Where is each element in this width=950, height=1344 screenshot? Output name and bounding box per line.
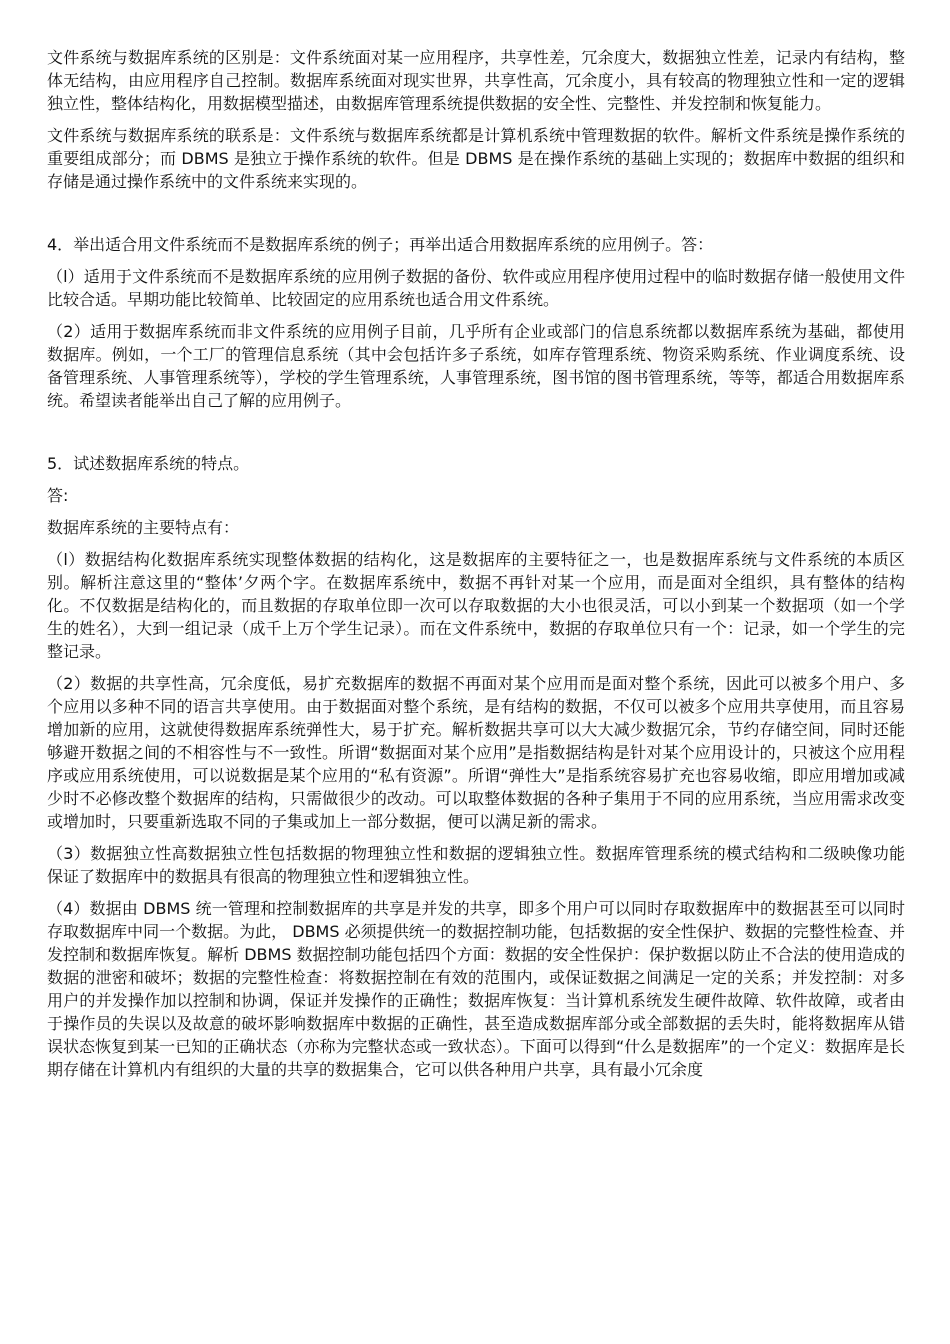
paragraph-fs-db-relation: 文件系统与数据库系统的联系是：文件系统与数据库系统都是计算机系统中管理数据的软件。解析文件系统是操作系统的重要组成部分；而 DBMS 是独立于操作系统的软件。但是 DBMS 是在操作系统的基础上实现的；数据库中数据的组织和存储是通过操作系统中的文件系统来实现的。	[47, 126, 905, 191]
answer-5-point-4: （4）数据由 DBMS 统一管理和控制数据库的共享是并发的共享，即多个用户可以同时存取数据库中的数据甚至可以同时存取数据库中同一个数据。为此， DBMS 必须提供统一的数据控制功能，包括数据的安全性保护、数据的完整性检查、并发控制和数据库恢复。解析 DBMS 数据控制功能包括四个方面：数据的安全性保护：保护数据以防止不合法的使用造成的数据的泄密和破坏；数据的完整性检查：将数据控制在有效的范围内，或保证数据之间满足一定的关系；并发控制：对多用户的并发操作加以控制和协调，保证并发操作的正确性；数据库恢复：当计算机系统发生硬件故障、软件故障，或者由于操作员的失误以及故意的破坏影响数据库中数据的正确性，甚至造成数据库部分或全部数据的丢失时，能将数据库从错误状态恢复到某一已知的正确状态（亦称为完整状态或一致状态）。下面可以得到“什么是数据库”的一个定义：数据库是长期存储在计算机内有组织的大量的共享的数据集合，它可以供各种用户共享，具有最小冗余度	[47, 899, 905, 1079]
answer-4-part-1: （l）适用于文件系统而不是数据库系统的应用例子数据的备份、软件或应用程序使用过程中的临时数据存储一般使用文件比较合适。早期功能比较简单、比较固定的应用系统也适合用文件系统。	[47, 267, 905, 309]
answer-4-part-2: （2）适用于数据库系统而非文件系统的应用例子目前，几乎所有企业或部门的信息系统都以数据库系统为基础，都使用数据库。例如，一个工厂的管理信息系统（其中会包括许多子系统，如库存管理系统、物资采购系统、作业调度系统、设备管理系统、人事管理系统等），学校的学生管理系统，人事管理系统，图书馆的图书管理系统，等等，都适合用数据库系统。希望读者能举出自己了解的应用例子。	[47, 322, 905, 410]
question-5: 5．试述数据库系统的特点。	[47, 454, 250, 473]
answer-5-intro: 数据库系统的主要特点有：	[47, 518, 240, 537]
answer-5-point-1: （l）数据结构化数据库系统实现整体数据的结构化，这是数据库的主要特征之一，也是数据库系统与文件系统的本质区别。解析注意这里的“整体’夕两个字。在数据库系统中，数据不再针对某一个应用，而是面对全组织，具有整体的结构化。不仅数据是结构化的，而且数据的存取单位即一次可以存取数据的大小也很灵活，可以小到某一个数据项（如一个学生的姓名），大到一组记录（成千上万个学生记录）。而在文件系统中，数据的存取单位只有一个：记录，如一个学生的完整记录。	[47, 550, 905, 661]
paragraph-fs-db-difference: 文件系统与数据库系统的区别是：文件系统面对某一应用程序，共享性差，冗余度大，数据独立性差，记录内有结构，整体无结构，由应用程序自己控制。数据库系统面对现实世界，共享性高，冗余度小，具有较高的物理独立性和一定的逻辑独立性，整体结构化，用数据模型描述，由数据库管理系统提供数据的安全性、完整性、并发控制和恢复能力。	[47, 48, 905, 113]
document-body	[47, 46, 905, 1090]
question-4: 4．举出适合用文件系统而不是数据库系统的例子；再举出适合用数据库系统的应用例子。答：	[47, 235, 714, 254]
answer-label: 答:	[47, 486, 69, 505]
answer-5-point-3: （3）数据独立性高数据独立性包括数据的物理独立性和数据的逻辑独立性。数据库管理系统的模式结构和二级映像功能保证了数据库中的数据具有很高的物理独立性和逻辑独立性。	[47, 844, 905, 886]
answer-5-point-2: （2）数据的共享性高，冗余度低，易扩充数据库的数据不再面对某个应用而是面对整个系统，因此可以被多个用户、多个应用以多种不同的语言共享使用。由于数据面对整个系统，是有结构的数据，不仅可以被多个应用共享使用，而且容易增加新的应用，这就使得数据库系统弹性大，易于扩充。解析数据共享可以大大减少数据冗余，节约存储空间，同时还能够避开数据之间的不相容性与不一致性。所谓“数据面对某个应用”是指数据结构是针对某个应用设计的，只被这个应用程序或应用系统使用，可以说数据是某个应用的“私有资源”。所谓“弹性大”是指系统容易扩充也容易收缩，即应用增加或减少时不必修改整个数据库的结构，只需做很少的改动。可以取整体数据的各种子集用于不同的应用系统，当应用需求改变或增加时，只要重新选取不同的子集或加上一部分数据，便可以满足新的需求。	[47, 674, 905, 831]
